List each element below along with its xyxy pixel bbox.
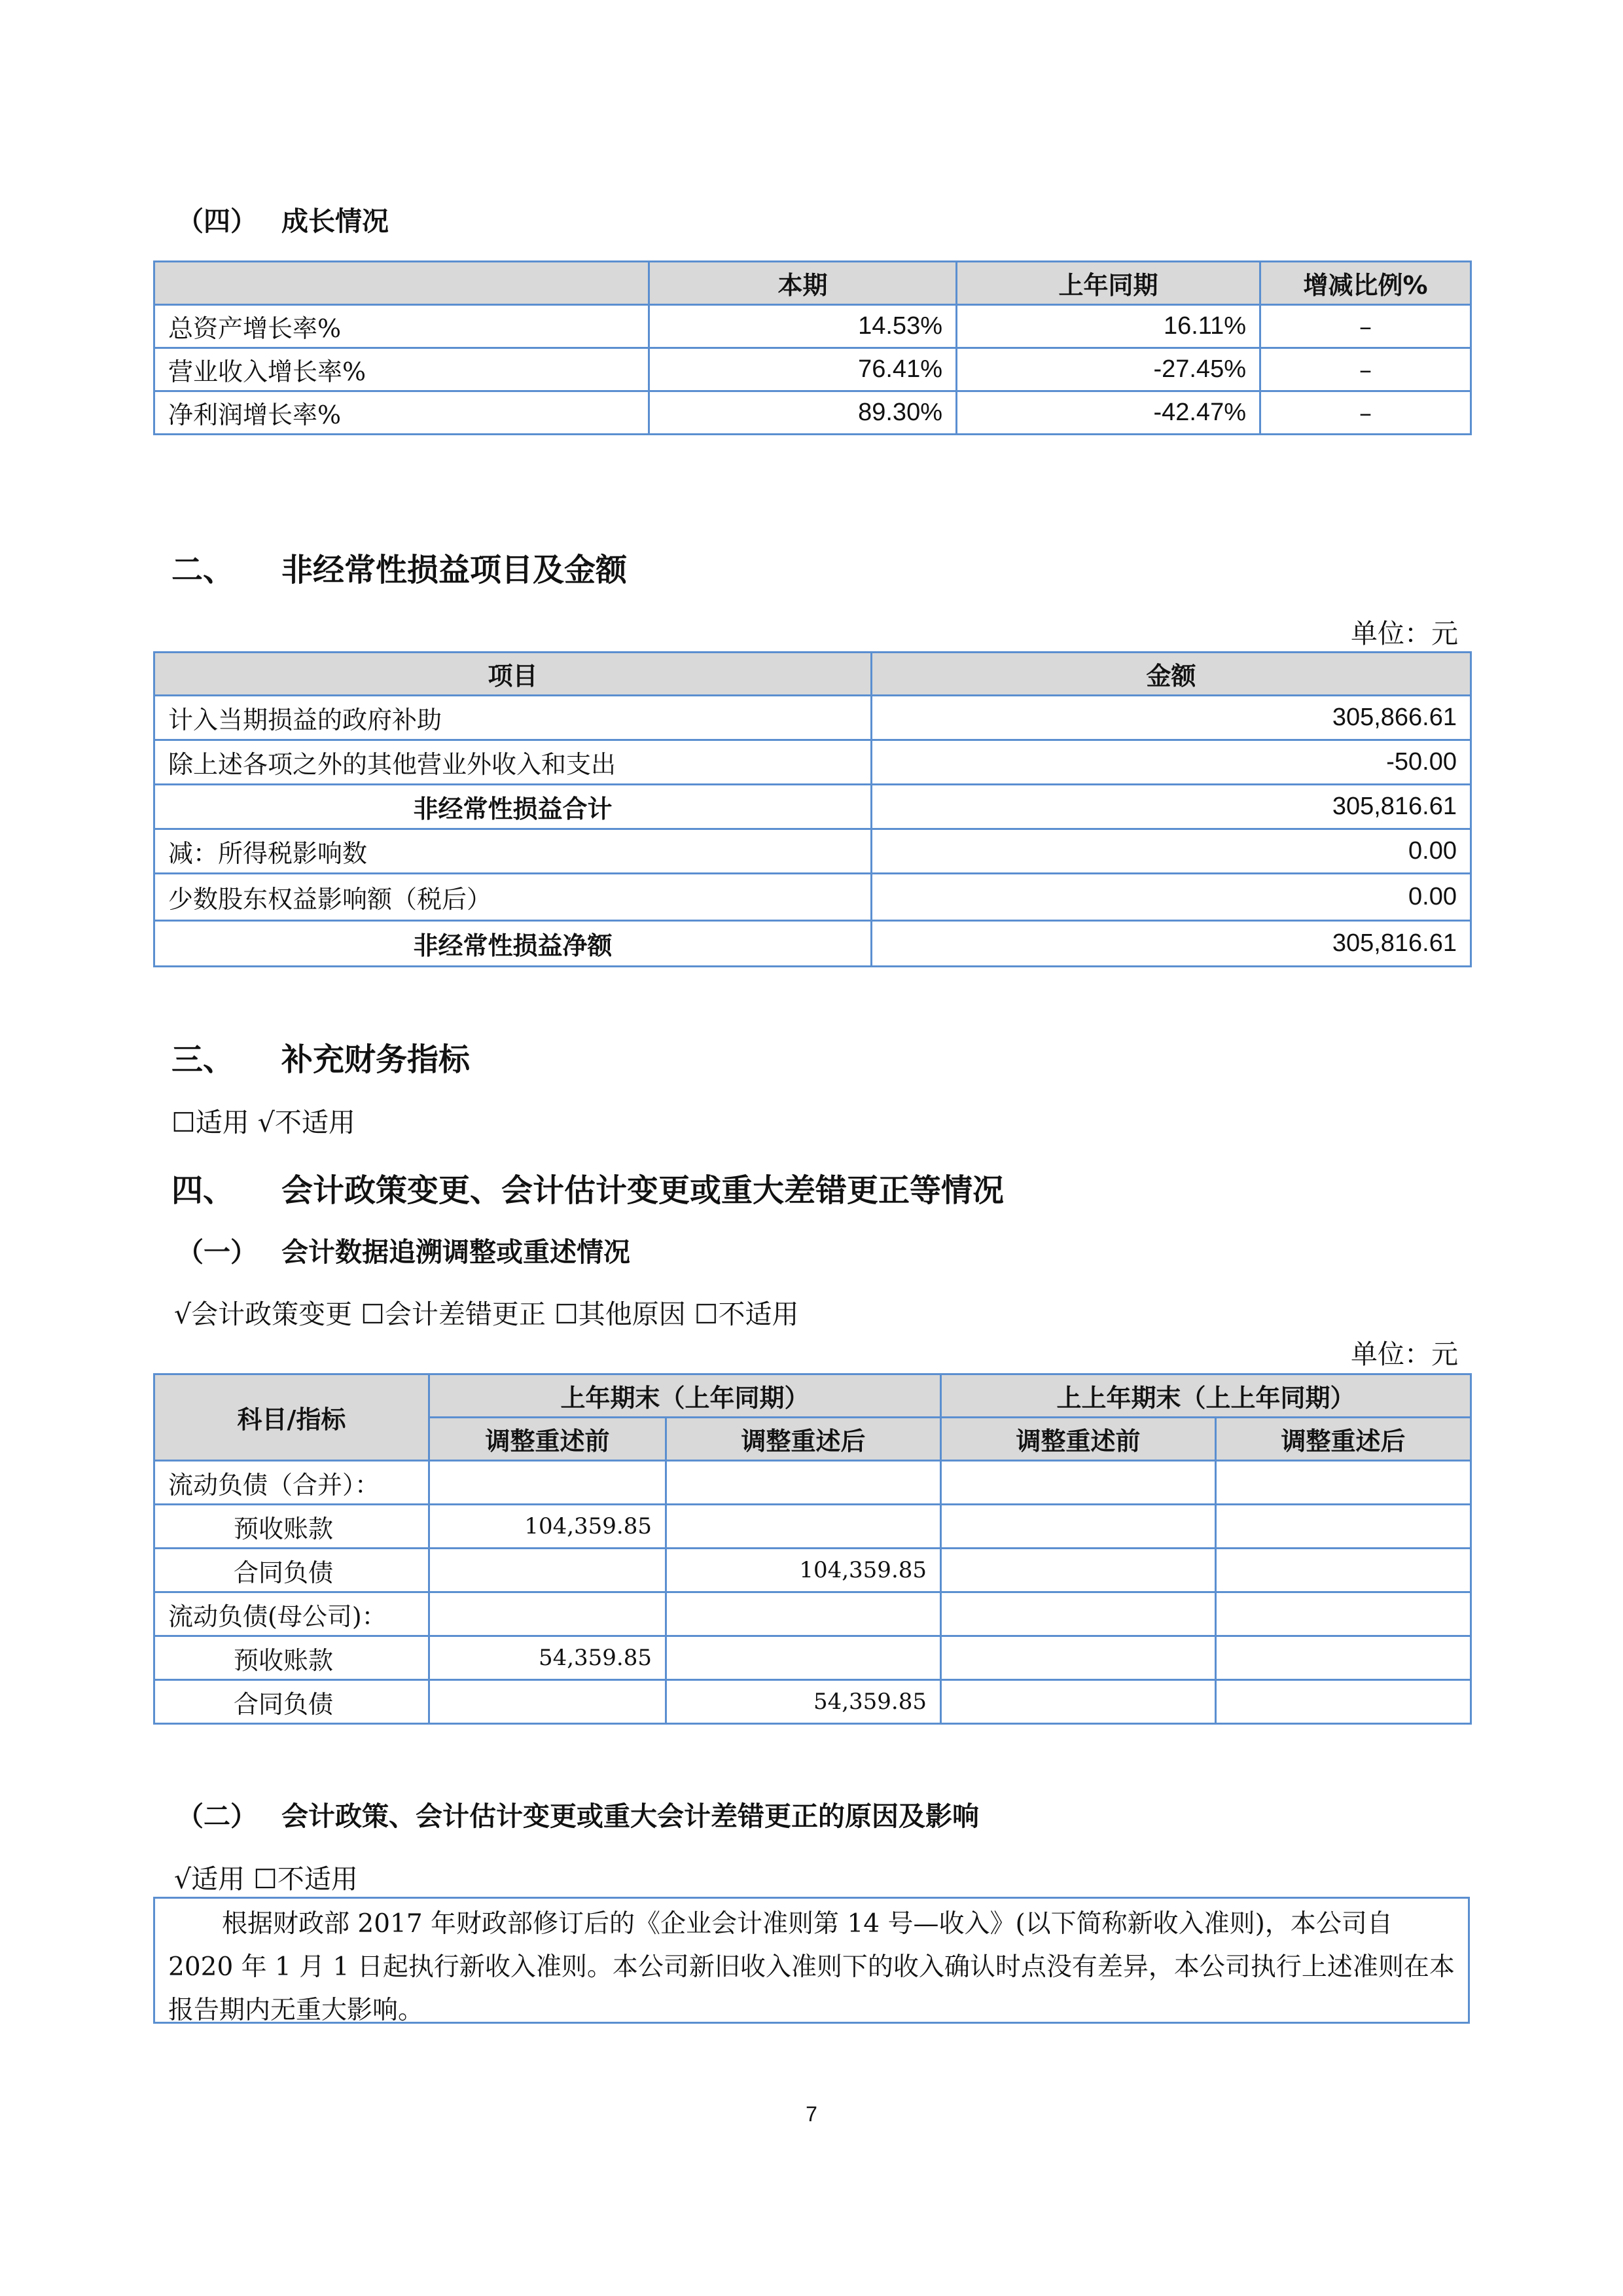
table-row xyxy=(154,1505,1471,1549)
row-change: – xyxy=(1260,305,1471,348)
row-amount: -50.00 xyxy=(872,740,1471,785)
section4-unit: 单位：元 xyxy=(1351,1338,1458,1370)
row-v3 xyxy=(941,1549,1216,1592)
nonrecurring-header-row xyxy=(154,653,1471,696)
sub2-heading-text: 会计政策、会计估计变更或重大会计差错更正的原因及影响 xyxy=(281,1801,979,1832)
col-after-1: 调整重述后 xyxy=(666,1418,941,1461)
sub1-options: √会计政策变更 ☐会计差错更正 ☐其他原因 ☐不适用 xyxy=(174,1299,799,1330)
row-v4 xyxy=(1216,1505,1471,1549)
row-label: 少数股东权益影响额（税后） xyxy=(154,874,872,921)
col-before-2: 调整重述前 xyxy=(941,1418,1216,1461)
restatement-group-row xyxy=(154,1374,1471,1418)
row-v4 xyxy=(1216,1680,1471,1724)
row-label: 预收账款 xyxy=(154,1636,429,1680)
row-v2 xyxy=(666,1592,941,1636)
section3-heading-text: 补充财务指标 xyxy=(281,1041,471,1078)
row-label: 净利润增长率% xyxy=(154,391,649,435)
row-v4 xyxy=(1216,1549,1471,1592)
growth-col-blank xyxy=(154,262,649,305)
row-v1 xyxy=(429,1680,666,1724)
row-label: 合同负债 xyxy=(154,1680,429,1724)
col-item: 项目 xyxy=(154,653,872,696)
row-v3 xyxy=(941,1680,1216,1724)
growth-header-row xyxy=(154,262,1471,305)
row-v3 xyxy=(941,1592,1216,1636)
nonrecurring-table xyxy=(153,651,1472,967)
row-label: 减：所得税影响数 xyxy=(154,829,872,874)
row-v4 xyxy=(1216,1461,1471,1505)
row-label: 营业收入增长率% xyxy=(154,348,649,391)
col-after-2: 调整重述后 xyxy=(1216,1418,1471,1461)
row-label: 预收账款 xyxy=(154,1505,429,1549)
row-v2 xyxy=(666,1461,941,1505)
row-v4 xyxy=(1216,1636,1471,1680)
section4-heading-num: 四、 xyxy=(171,1172,235,1209)
row-v1 xyxy=(429,1461,666,1505)
growth-heading-text: 成长情况 xyxy=(281,206,389,237)
row-label: 流动负债（合并）： xyxy=(154,1461,429,1505)
row-v1: 54,359.85 xyxy=(429,1636,666,1680)
table-row xyxy=(154,1636,1471,1680)
col-group-two-years-prior: 上上年期末（上上年同期） xyxy=(941,1374,1471,1418)
row-amount: 0.00 xyxy=(872,874,1471,921)
row-current: 89.30% xyxy=(649,391,957,435)
section3-options: ☐适用 √不适用 xyxy=(171,1107,355,1138)
table-row xyxy=(154,696,1471,740)
row-label: 除上述各项之外的其他营业外收入和支出 xyxy=(154,740,872,785)
row-v3 xyxy=(941,1636,1216,1680)
section4-heading-text: 会计政策变更、会计估计变更或重大差错更正等情况 xyxy=(281,1172,1005,1209)
row-v2 xyxy=(666,1505,941,1549)
row-label: 合同负债 xyxy=(154,1549,429,1592)
page-number: 7 xyxy=(806,2102,817,2126)
sub2-heading-num: （二） xyxy=(177,1801,257,1832)
table-row xyxy=(154,1592,1471,1636)
growth-col-prior: 上年同期 xyxy=(957,262,1260,305)
col-amount: 金额 xyxy=(872,653,1471,696)
row-v1: 104,359.85 xyxy=(429,1505,666,1549)
row-amount: 305,816.61 xyxy=(872,785,1471,829)
section2-unit: 单位：元 xyxy=(1351,618,1458,649)
row-amount: 305,816.61 xyxy=(872,921,1471,967)
table-row xyxy=(154,305,1471,348)
row-amount: 305,866.61 xyxy=(872,696,1471,740)
col-subject: 科目/指标 xyxy=(154,1374,429,1461)
row-prior: 16.11% xyxy=(957,305,1260,348)
table-row xyxy=(154,1680,1471,1724)
section2-heading-num: 二、 xyxy=(171,552,235,588)
restatement-table xyxy=(153,1373,1472,1725)
row-v1 xyxy=(429,1549,666,1592)
row-change: – xyxy=(1260,391,1471,435)
col-group-prior-year: 上年期末（上年同期） xyxy=(429,1374,941,1418)
row-v3 xyxy=(941,1505,1216,1549)
table-row xyxy=(154,1549,1471,1592)
table-row xyxy=(154,921,1471,967)
table-row xyxy=(154,1461,1471,1505)
table-row xyxy=(154,829,1471,874)
sub1-heading-text: 会计数据追溯调整或重述情况 xyxy=(281,1236,630,1268)
sub2-options: √适用 ☐不适用 xyxy=(174,1863,358,1895)
table-row xyxy=(154,785,1471,829)
section3-heading-num: 三、 xyxy=(171,1041,235,1078)
row-v2: 54,359.85 xyxy=(666,1680,941,1724)
row-v1 xyxy=(429,1592,666,1636)
row-v3 xyxy=(941,1461,1216,1505)
growth-heading-num: （四） xyxy=(177,206,257,237)
table-row xyxy=(154,391,1471,435)
table-row xyxy=(154,874,1471,921)
table-row xyxy=(154,740,1471,785)
growth-table xyxy=(153,260,1472,435)
sub1-heading-num: （一） xyxy=(177,1236,257,1268)
section2-heading-text: 非经常性损益项目及金额 xyxy=(281,552,628,588)
row-prior: -42.47% xyxy=(957,391,1260,435)
growth-col-change: 增减比例% xyxy=(1260,262,1471,305)
growth-col-current: 本期 xyxy=(649,262,957,305)
row-prior: -27.45% xyxy=(957,348,1260,391)
row-v4 xyxy=(1216,1592,1471,1636)
row-label: 非经常性损益净额 xyxy=(154,921,872,967)
col-before-1: 调整重述前 xyxy=(429,1418,666,1461)
row-change: – xyxy=(1260,348,1471,391)
row-label: 非经常性损益合计 xyxy=(154,785,872,829)
table-row xyxy=(154,348,1471,391)
row-label: 流动负债(母公司)： xyxy=(154,1592,429,1636)
row-v2 xyxy=(666,1636,941,1680)
row-amount: 0.00 xyxy=(872,829,1471,874)
row-label: 计入当期损益的政府补助 xyxy=(154,696,872,740)
row-current: 14.53% xyxy=(649,305,957,348)
row-v2: 104,359.85 xyxy=(666,1549,941,1592)
row-label: 总资产增长率% xyxy=(154,305,649,348)
row-current: 76.41% xyxy=(649,348,957,391)
policy-change-note: 根据财政部 2017 年财政部修订后的《企业会计准则第 14 号—收入》(以下简称新收入准则)，本公司自 2020 年 1 月 1 日起执行新收入准则。本公司新旧收入准则下的收入确认时点没有差异，本公司执行上述准则在本报告期内无重大影响。 xyxy=(153,1897,1470,2024)
